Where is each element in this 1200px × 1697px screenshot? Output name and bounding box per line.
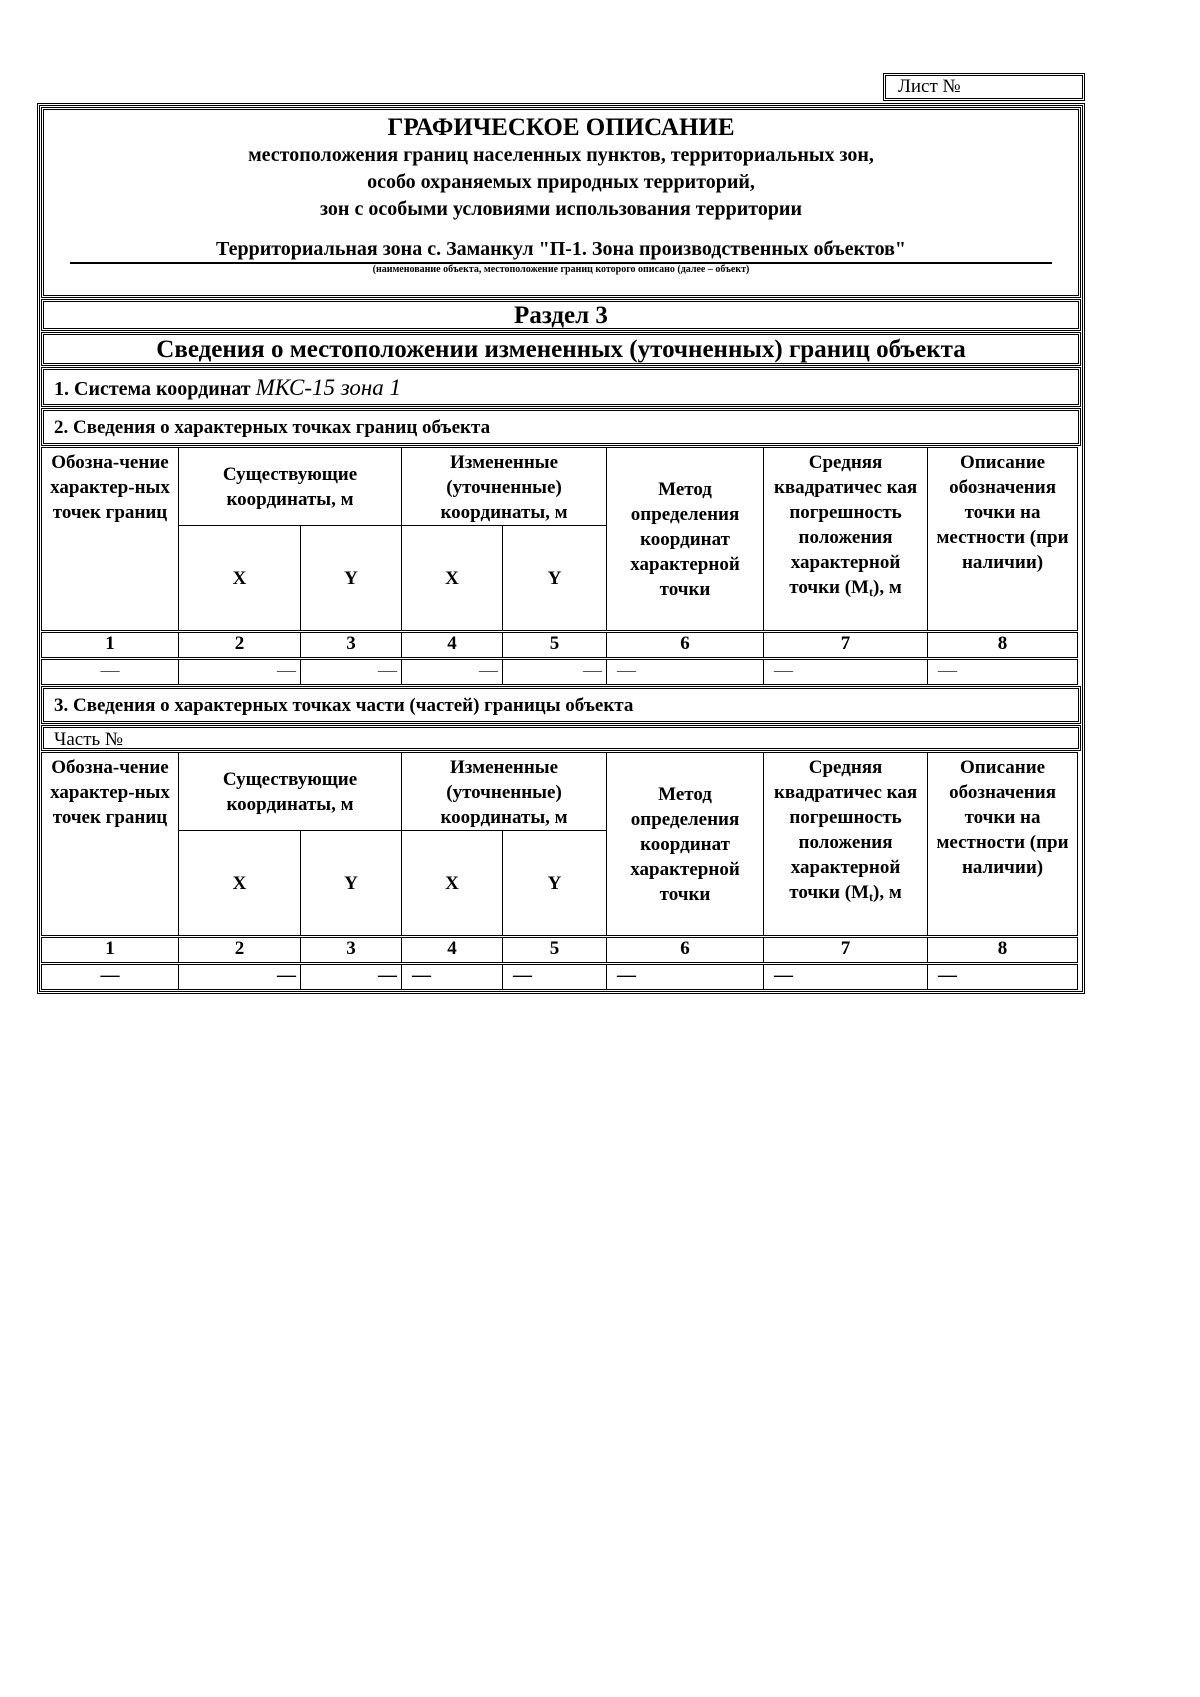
sheet-number-box bbox=[883, 73, 1085, 101]
column-number: 1 bbox=[42, 937, 179, 964]
col-changed-x: X bbox=[402, 831, 503, 937]
cell-existing-x: — bbox=[179, 964, 301, 990]
col-existing-coords: Существующие координаты, м bbox=[179, 753, 402, 831]
cell-designation: — bbox=[42, 659, 179, 685]
column-number: 3 bbox=[301, 937, 402, 964]
col-changed-y: Y bbox=[503, 526, 607, 632]
col-changed-coords: Измененные (уточненные) координаты, м bbox=[402, 753, 607, 831]
column-number: 8 bbox=[928, 937, 1078, 964]
object-name: Территориальная зона с. Заманкул "П-1. Зона производственных объектов" bbox=[70, 237, 1052, 264]
section-title: Сведения о местоположении измененных (уточненных) границ объекта bbox=[41, 332, 1081, 366]
col-method: Метод определения координат характерной точки bbox=[607, 753, 764, 937]
col-point-designation: Обозна-чение характер-ных точек границ bbox=[42, 753, 179, 937]
document-frame bbox=[37, 103, 1085, 994]
column-number: 3 bbox=[301, 632, 402, 659]
column-number: 7 bbox=[764, 937, 928, 964]
col-existing-x: X bbox=[179, 526, 301, 632]
cell-description: — bbox=[928, 659, 1078, 685]
col-existing-x: X bbox=[179, 831, 301, 937]
cell-designation: — bbox=[42, 964, 179, 990]
document-title: ГРАФИЧЕСКОЕ ОПИСАНИЕ bbox=[387, 114, 735, 141]
cell-existing-x: — bbox=[179, 659, 301, 685]
cell-error: — bbox=[764, 659, 928, 685]
col-point-designation: Обозна-чение характер-ных точек границ bbox=[42, 448, 179, 632]
cell-method: — bbox=[607, 659, 764, 685]
col-method: Метод определения координат характерной точки bbox=[607, 448, 764, 632]
object-caption: (наименование объекта, местоположение границ которого описано (далее – объект) bbox=[372, 264, 750, 275]
points-section-title: 2. Сведения о характерных точках границ объекта bbox=[41, 408, 1081, 446]
column-numbers-row bbox=[42, 937, 1078, 964]
cell-changed-x: — bbox=[402, 964, 503, 990]
column-number: 4 bbox=[402, 937, 503, 964]
col-existing-coords: Существующие координаты, м bbox=[179, 448, 402, 526]
col-existing-y: Y bbox=[301, 831, 402, 937]
column-number: 5 bbox=[503, 632, 607, 659]
cell-method: — bbox=[607, 964, 764, 990]
part-number-label: Часть № bbox=[41, 725, 1081, 751]
col-changed-y: Y bbox=[503, 831, 607, 937]
points-table bbox=[41, 447, 1078, 685]
column-number: 2 bbox=[179, 937, 301, 964]
coordinate-system-value: МКС-15 зона 1 bbox=[255, 375, 402, 400]
cell-existing-y: — bbox=[301, 659, 402, 685]
column-number: 6 bbox=[607, 632, 764, 659]
column-number: 8 bbox=[928, 632, 1078, 659]
cell-changed-x: — bbox=[402, 659, 503, 685]
col-changed-x: X bbox=[402, 526, 503, 632]
cell-changed-y: — bbox=[503, 659, 607, 685]
column-number: 7 bbox=[764, 632, 928, 659]
column-numbers-row bbox=[42, 632, 1078, 659]
document-header bbox=[41, 107, 1081, 298]
col-existing-y: Y bbox=[301, 526, 402, 632]
cell-error: — bbox=[764, 964, 928, 990]
subtitle-line-2: особо охраняемых природных территорий, bbox=[367, 171, 755, 193]
subtitle-line-3: зон с особыми условиями использования территории bbox=[320, 198, 802, 220]
column-number: 4 bbox=[402, 632, 503, 659]
cell-existing-y: — bbox=[301, 964, 402, 990]
coordinate-system-label: 1. Система координат bbox=[54, 378, 251, 400]
subtitle-line-1: местоположения границ населенных пунктов, территориальных зон, bbox=[248, 144, 874, 166]
cell-changed-y: — bbox=[503, 964, 607, 990]
column-number: 6 bbox=[607, 937, 764, 964]
col-error: Средняя квадратичес кая погрешность положения характерной точки (Mt), м bbox=[764, 448, 928, 632]
column-number: 5 bbox=[503, 937, 607, 964]
col-error: Средняя квадратичес кая погрешность положения характерной точки (Mt), м bbox=[764, 753, 928, 937]
table-row bbox=[42, 659, 1078, 685]
column-number: 1 bbox=[42, 632, 179, 659]
parts-section-title: 3. Сведения о характерных точках части (частей) границы объекта bbox=[41, 686, 1081, 724]
cell-description: — bbox=[928, 964, 1078, 990]
col-changed-coords: Измененные (уточненные) координаты, м bbox=[402, 448, 607, 526]
col-description: Описание обозначения точки на местности (при наличии) bbox=[928, 448, 1078, 632]
sheet-number-label: Лист № bbox=[898, 76, 961, 97]
section-number: Раздел 3 bbox=[41, 299, 1081, 331]
coordinate-system-row bbox=[41, 367, 1081, 407]
col-description: Описание обозначения точки на местности (при наличии) bbox=[928, 753, 1078, 937]
parts-table bbox=[41, 752, 1078, 990]
column-number: 2 bbox=[179, 632, 301, 659]
table-row bbox=[42, 964, 1078, 990]
